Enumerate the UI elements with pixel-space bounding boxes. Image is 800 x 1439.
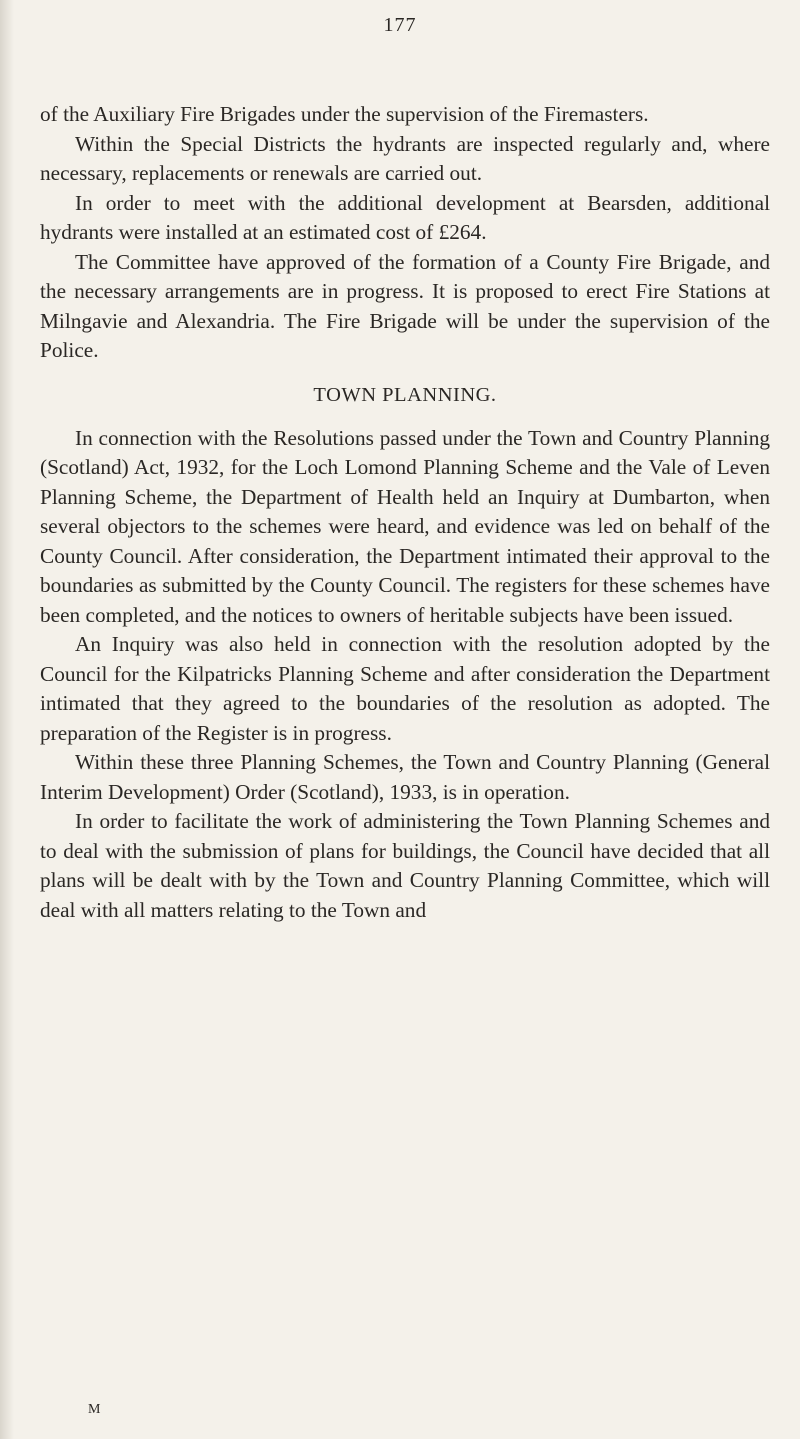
paragraph-interim-order: Within these three Planning Schemes, the Town and Country Planning (General Interim Development) Order (Scotland), 1933, is in operation. [40,750,770,804]
paragraph-county-fire-brigade: The Committee have approved of the formation of a County Fire Brigade, and the necessary arrangements are in progress. It is proposed to erect Fire Stations at Milngavie and Alexandria. The Fire Brigade will be under the supervision of the Police. [40,249,770,362]
paragraph-auxiliary-brigades: of the Auxiliary Fire Brigades under the supervision of the Firemasters. [40,102,649,126]
paragraph-bearsden-hydrants: In order to meet with the additional development at Bearsden, additional hydrants were installed at an estimated cost of £264. [40,190,770,244]
body-text [40,100,770,925]
paragraph-planning-inquiry: In connection with the Resolutions passed under the Town and Country Planning (Scotland) Act, 1932, for the Loch Lomond Planning Scheme and the Vale of Leven Planning Scheme, the Department of Health held an Inquiry at Dumbarton, when several objectors to the schemes were heard, and evidence was led on behalf of the County Council. After consideration, the Department intimated their approval to the boundaries as submitted by the County Council. The registers for these schemes have been completed, and the notices to owners of heritable subjects have been issued. [40,425,770,627]
section-heading-town-planning: TOWN PLANNING. [313,383,497,406]
paragraph-planning-committee: In order to facilitate the work of administering the Town Planning Schemes and to deal with the submission of plans for buildings, the Council have decided that all plans will be dealt with by the Town and Country Planning Committee, which will deal with all matters relating to the Town and [40,809,770,922]
signature-mark: M [88,1402,102,1417]
page-edge-shadow [0,0,14,1439]
paragraph-hydrants-inspection: Within the Special Districts the hydrants are inspected regularly and, where necessary, replacements or renewals are carried out. [40,131,770,185]
page-number: 177 [383,14,417,36]
paragraph-kilpatricks-scheme: An Inquiry was also held in connection with the resolution adopted by the Council for the Kilpatricks Planning Scheme and after consideration the Department intimated that they agreed to the boundaries of the resolution as adopted. The preparation of the Register is in progress. [40,632,770,745]
